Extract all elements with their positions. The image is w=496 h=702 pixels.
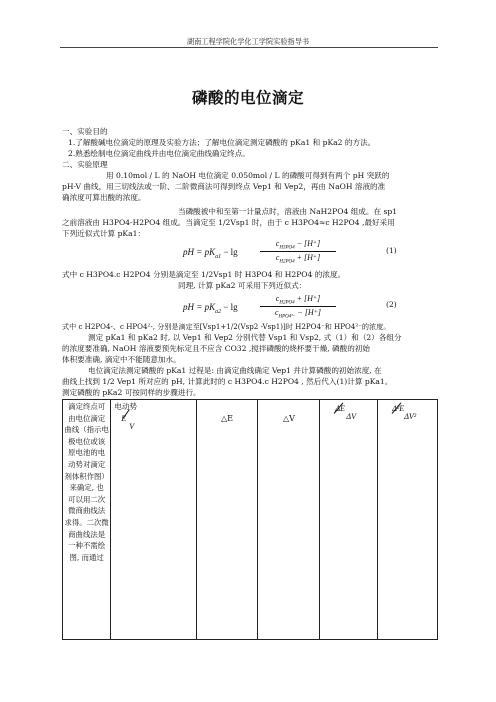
description-line: 图, 而通过 [69, 552, 104, 562]
description-line: 求得。二次微 [64, 517, 109, 527]
description-line: 来确定, 也 [69, 483, 104, 493]
description-line: 商曲线法是 [68, 529, 106, 539]
table-cell-emf [111, 400, 196, 640]
paragraph-line: 曲线上找到 1/2 Vep1 所对应的 pH, 计算此时的 c H3PO4.c H2PO4 , 然后代入(1)计算 pKa1。 [62, 377, 393, 386]
eq1-numerator: $c_{H3PO4} - [H^+]$ [275, 239, 321, 251]
eq2-denominator: $c_{HPO4^{2-}} - [H^+]$ [274, 308, 322, 320]
eq2-lhs: pH = $pK_{a2} - \lg$ [183, 302, 238, 315]
page-header: 湖南工程学院化学化工学院实验指导书 [186, 37, 310, 46]
eq1-number: (1) [386, 246, 397, 255]
data-table [62, 399, 438, 640]
section-heading-principle: 二、实验原理 [62, 160, 108, 169]
paragraph-line: 用 0.10mol / L 的 NaOH 电位滴定 0.050mol / L 的磷酸可得到有两个 pH 突跃的 [106, 171, 390, 180]
table-cell-delta-v [258, 400, 320, 640]
paragraph-line: 体积要准确, 滴定中不能随意加水。 [62, 355, 181, 364]
delta-e-header: △E [220, 414, 233, 423]
eq2-numerator: $c_{H2PO4} + [H^+]$ [275, 294, 321, 306]
description-line: 原电池的电 [68, 448, 106, 458]
paragraph-line: 式中 c H2PO4-、c HPO4²-, 分别是滴定至[Vsp1+1/2(Vsp2 -Vsp1)]时 H2PO4⁻和 HPO4²⁻的浓度。 [62, 322, 391, 331]
paragraph-line: 当磷酸被中和至第一计量点时，溶液由 NaH2PO4 组成。在 sp1 [178, 207, 398, 216]
paragraph-line: 同理, 计算 pKa2 可采用下列近似式： [178, 281, 307, 290]
emf-label: 电动势 [114, 402, 138, 411]
eq1-fraction-bar [260, 251, 336, 252]
description-line: 一种不需绘 [68, 541, 106, 551]
page-title: 磷酸的电位滴定 [191, 89, 304, 107]
eq2-fraction-bar [260, 306, 336, 307]
description-text [63, 400, 110, 563]
eq1-lhs: pH = $pK_{a1} - \lg$ [183, 247, 238, 260]
description-line: 由电位滴定 [68, 413, 106, 423]
table-cell-delta-e [196, 400, 258, 640]
table-cell-second-derivative [378, 400, 438, 640]
delta-v-header: △V [282, 414, 295, 423]
paragraph-line: 之前溶液由 H3PO4-H2PO4 组成。当滴定至 1/2Vsp1 时，由于 c H3PO4≈c H2PO4 ,最好采用 [62, 218, 395, 227]
emf-fraction: E V [119, 414, 139, 434]
table-cell-description [63, 400, 111, 640]
description-line: 曲线（指示电 [64, 425, 109, 435]
description-line: 剂体积作图） [64, 471, 109, 481]
paragraph-line: 确浓度可算出酸的浓度。 [62, 193, 146, 202]
description-line: 微商曲线法 [68, 506, 106, 516]
objective-item-1: 1.了解酸碱电位滴定的原理及实验方法；了解电位滴定测定磷酸的 pKa1 和 pKa2 的方法。 [68, 138, 376, 147]
paragraph-line: 电位滴定法测定磷酸的 pKa1 过程是: 由滴定曲线确定 Vep1 并计算磷酸的初始浓度, 在 [88, 366, 382, 375]
first-derivative-header: ΔE ΔV [335, 404, 356, 421]
table-cell-first-derivative [320, 400, 378, 640]
description-line: 动势对滴定 [68, 459, 106, 469]
description-line: 可以用二次 [68, 494, 106, 504]
table-row [63, 400, 438, 640]
eq1-denominator: $c_{H2PO4} + [H^+]$ [275, 253, 321, 265]
paragraph-line: 的浓度要准确, NaOH 溶液要预先标定且不应含 CO32 ,搅拌磷酸的烧杯要干燥, 磷酸的初始 [62, 344, 371, 353]
description-line: 极电位或该 [68, 436, 106, 446]
second-derivative-header: Δ²E ΔV² [392, 404, 417, 421]
paragraph-line: 下列近似式计算 pKa1： [62, 229, 146, 238]
paragraph-line: 测定 pKa1 和 pKa2 时, 以 Vep1 和 Vep2 分别代替 Vsp1 和 Vsp2, 式（1）和（2）各组分 [88, 333, 402, 342]
paragraph-line: 式中 c H3PO4.c H2PO4 分别是滴定至 1/2Vsp1 时 H3PO4 和 H2PO4 的浓度。 [62, 270, 346, 279]
objective-item-2: 2.熟悉绘制电位滴定曲线并由电位滴定曲线确定终点。 [68, 149, 250, 158]
section-heading-objectives: 一、实验目的 [62, 127, 108, 136]
paragraph-line: pH-V 曲线，用三切线法或一阶、二阶微商法可得到终点 Vep1 和 Vep2，再由 NaOH 溶液的准 [62, 182, 386, 191]
header-rule [60, 47, 438, 48]
description-line: 滴定终点可 [68, 402, 106, 411]
eq2-number: (2) [386, 300, 397, 309]
paragraph-line: 测定磷酸的 pKa2 可按同样的步骤进行。 [62, 388, 201, 397]
